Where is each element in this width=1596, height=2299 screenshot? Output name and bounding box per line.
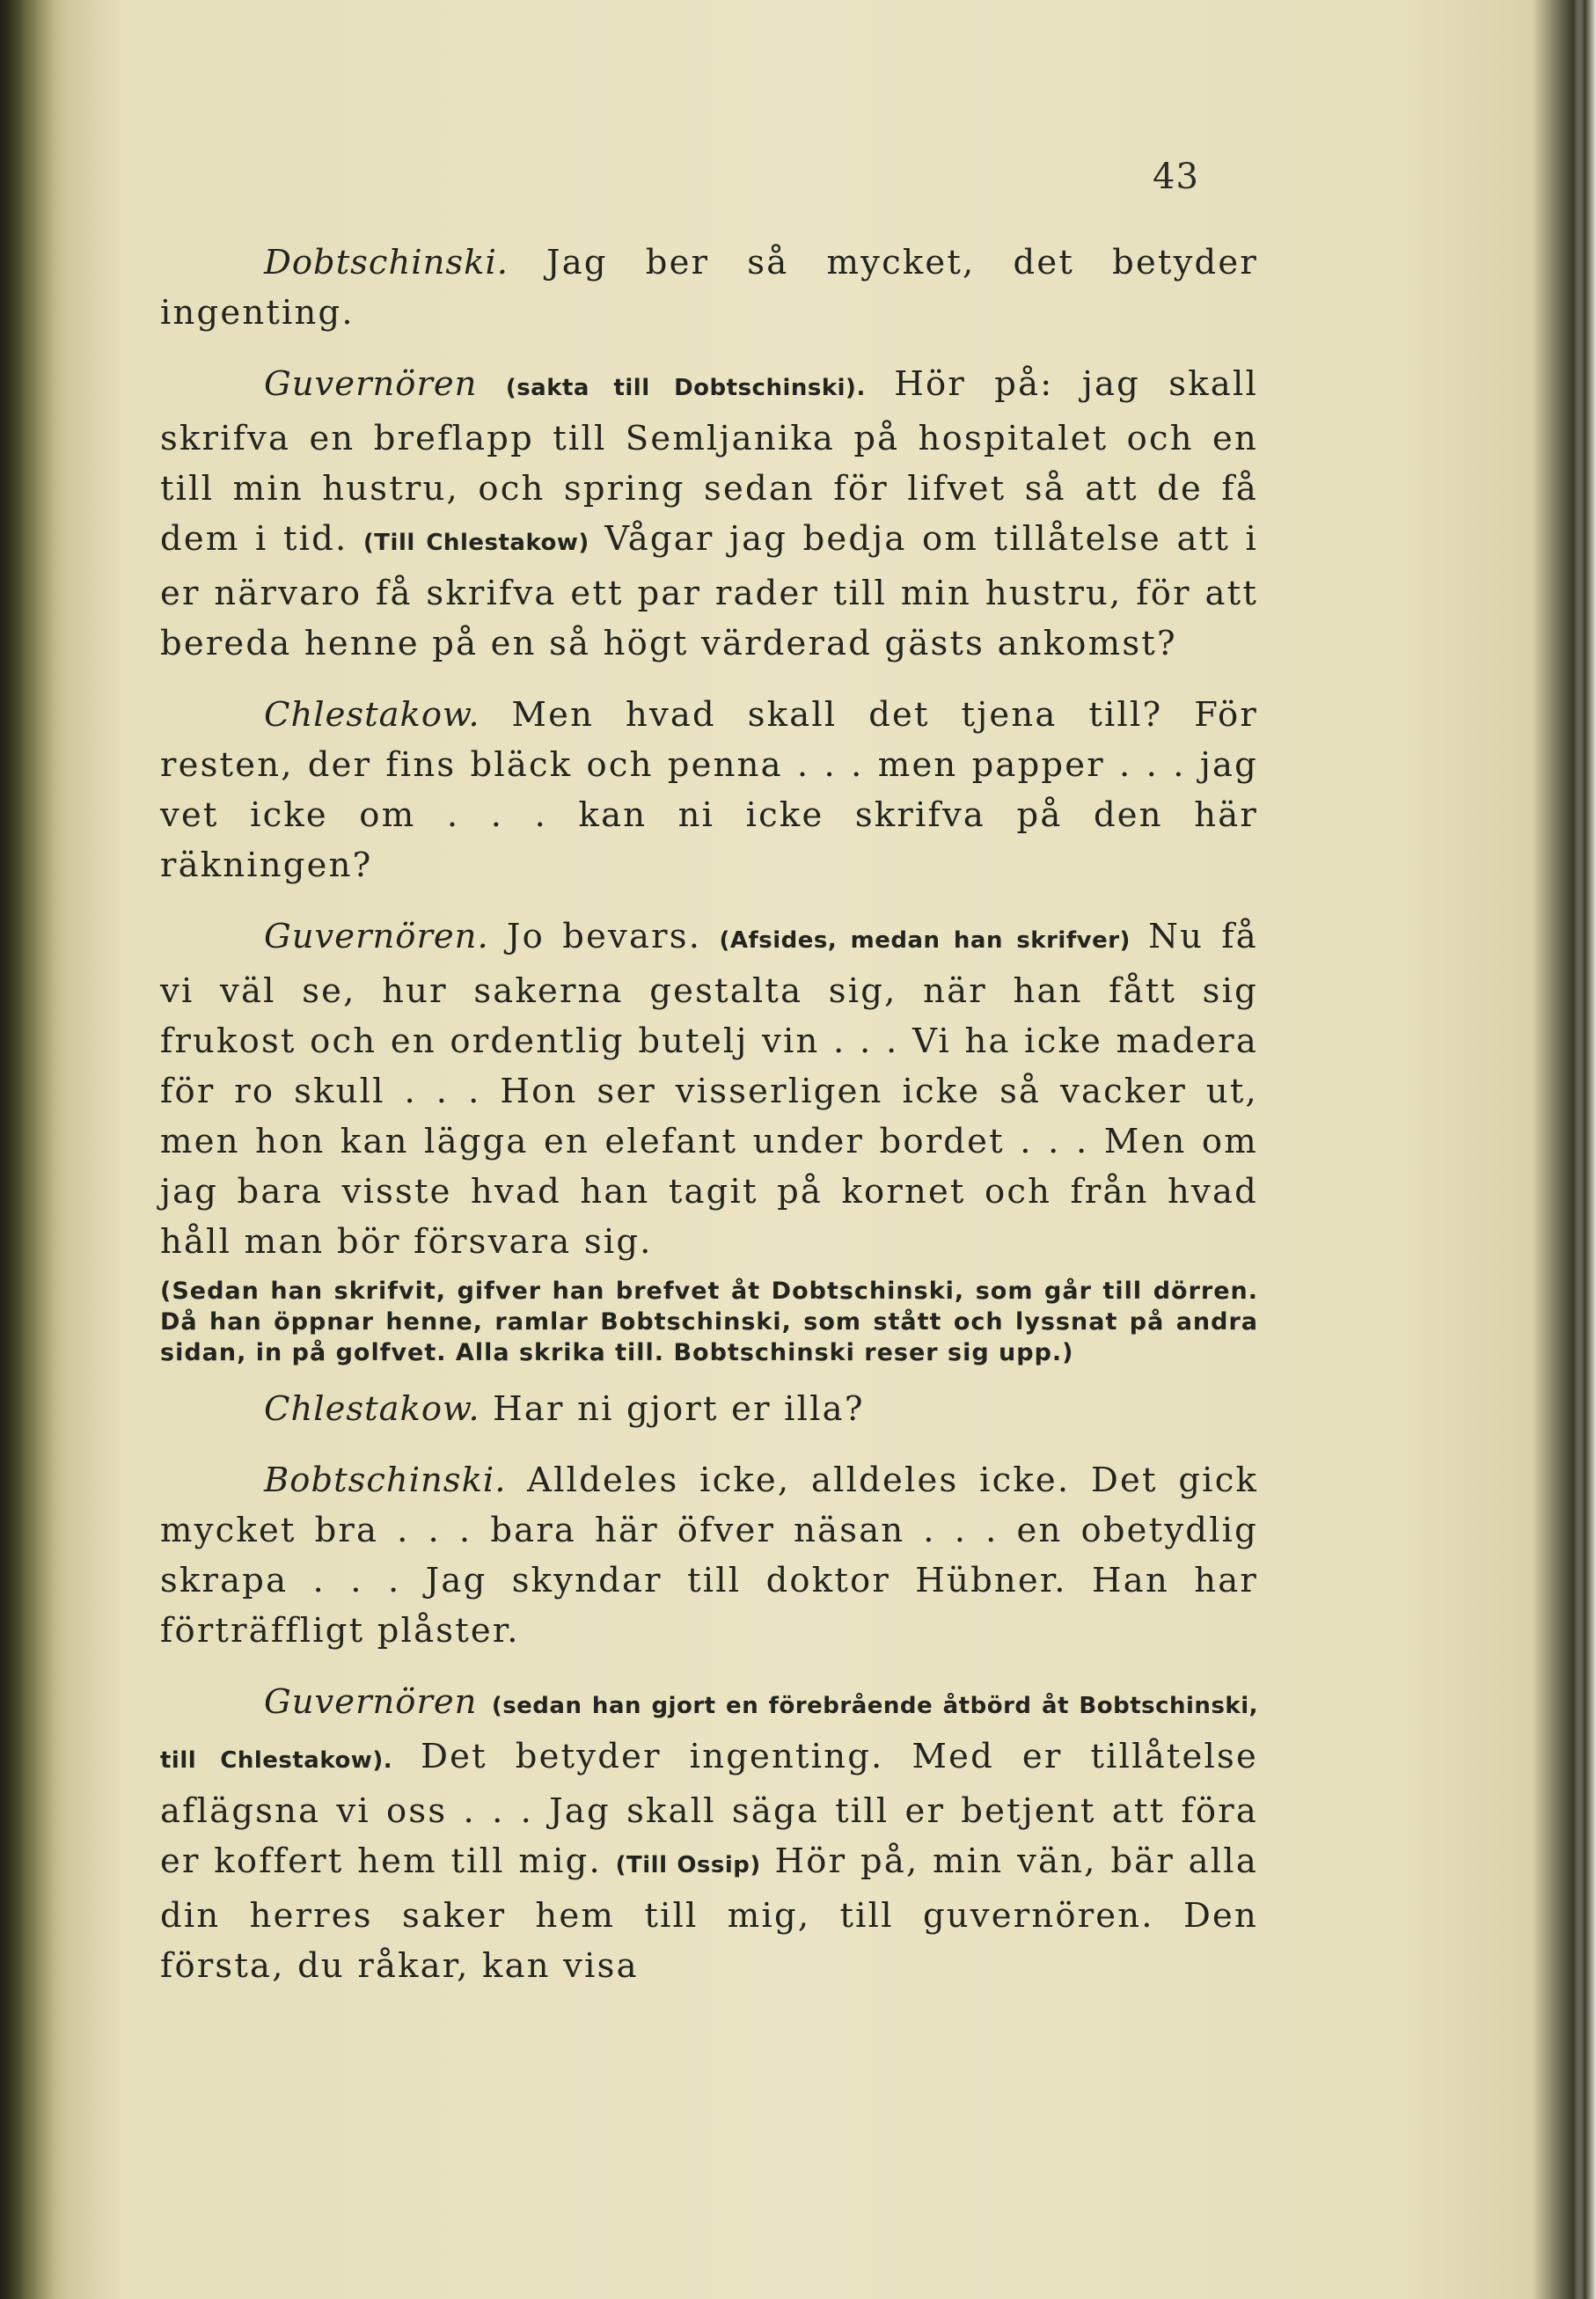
speech-text: Har ni gjort er illa? <box>493 1389 865 1429</box>
speaker-name: Guvernören <box>264 1682 478 1722</box>
speech-chlestakow-2 <box>160 1384 1258 1434</box>
speaker-name: Guvernören <box>264 364 478 404</box>
speaker-name: Chlestakow. <box>264 1389 480 1429</box>
speaker-name: Dobtschinski. <box>264 243 509 282</box>
speech-guvernoren-2 <box>160 912 1258 1267</box>
speech-bobtschinski <box>160 1455 1258 1656</box>
speaker-name: Bobtschinski. <box>264 1461 507 1500</box>
stage-direction-inline: (Till Chlestakow) <box>362 530 589 556</box>
speech-text: Alldeles icke, alldeles icke. Det gick mycket bra . . . bara här öfver näsan . . . en obetydlig skrapa . . . Jag skyndar till doktor Hübner. Han har förträffligt plåster. <box>160 1461 1258 1651</box>
page-number: 43 <box>1153 157 1199 197</box>
stage-direction-inline: (sakta till Dobtschinski). <box>505 375 866 401</box>
speaker-name: Chlestakow. <box>264 695 480 735</box>
speech-chlestakow-1 <box>160 690 1258 890</box>
speech-text: Hör på, min vän, bär alla din herres saker hem till mig, till guvernören. Den första, du råkar, kan visa <box>160 1841 1258 1986</box>
stage-direction-inline: (sedan han gjort en förebrående åtbörd åt Bobtschinski, till Chlestakow). <box>160 1693 1258 1774</box>
speech-text: Men hvad skall det tjena till? För resten, der fins bläck och penna . . . men papper . . . jag vet icke om . . . kan ni icke skrifva på den här räkningen? <box>160 695 1258 885</box>
speech-text: Jo bevars. <box>506 917 702 956</box>
speaker-name: Guvernören. <box>264 917 489 956</box>
speech-dobtschinski <box>160 238 1258 338</box>
speech-text: Hör på: jag skall skrifva en breflapp till Semljanika på hospitalet och en till min hustru, och spring sedan för lifvet så att de få dem i tid. <box>160 364 1258 559</box>
speech-text: Jag ber så mycket, det betyder ingenting. <box>160 243 1258 333</box>
speech-text: Det betyder ingenting. Med er tillåtelse aflägsna vi oss . . . Jag skall säga till er betjent att föra er koffert hem till mig. <box>160 1737 1258 1881</box>
speech-text: Vågar jag bedja om tillåtelse att i er närvaro få skrifva ett par rader till min hustru, för att bereda henne på en så högt värderad gästs ankomst? <box>160 519 1258 663</box>
speech-guvernoren-1 <box>160 359 1258 669</box>
stage-direction-inline: (Afsides, medan han skrifver) <box>719 927 1131 954</box>
speech-guvernoren-3 <box>160 1677 1258 1991</box>
stage-direction-block: (Sedan han skrifvit, gifver han brefvet åt Dobtschinski, som går till dörren. Då han öppnar henne, ramlar Bobtschinski, som stått och lyssnat på andra sidan, in på golfvet. Alla skrika till. Bobtschinski reser sig upp.) <box>160 1278 1258 1366</box>
stage-direction-inline: (Till Ossip) <box>615 1852 761 1878</box>
speech-text: Nu få vi väl se, hur sakerna gestalta sig, när han fått sig frukost och en ordentlig butelj vin . . . Vi ha icke madera för ro skull . . . Hon ser visserligen icke så vacker ut, men hon kan lägga en elefant under bordet . . . Men om jag bara visste hvad han tagit på kornet och från hvad håll man bör försvara sig. <box>160 917 1258 1262</box>
book-spine-shadow <box>0 0 53 2299</box>
page-edge <box>1571 0 1596 2299</box>
page-body-text <box>160 238 1258 2012</box>
